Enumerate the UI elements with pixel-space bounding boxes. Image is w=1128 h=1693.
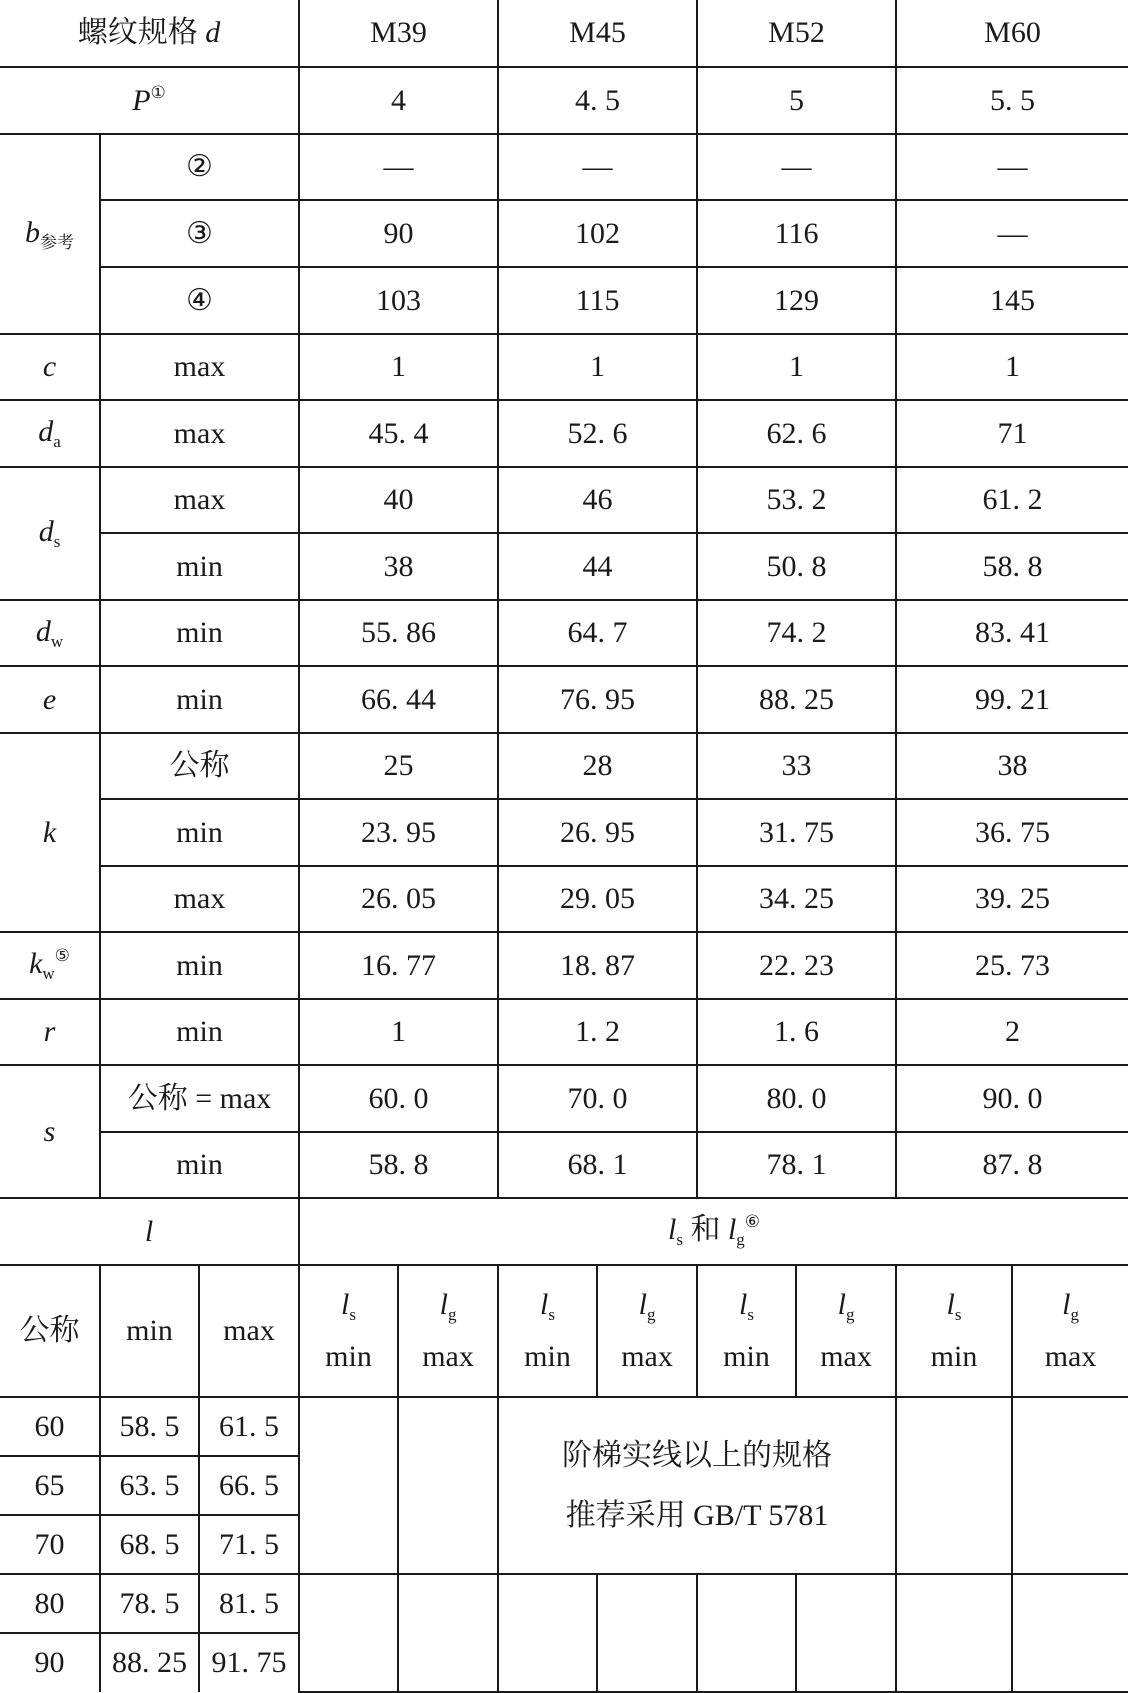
value-cell: 1. 6 (697, 999, 896, 1065)
ls-min-header: $l_s$ min (498, 1265, 597, 1397)
value-cell: 115 (498, 267, 697, 334)
nominal-cell: 80 (0, 1574, 100, 1633)
value-cell: 45. 4 (299, 400, 498, 467)
stepped-line-note: 阶梯实线以上的规格 推荐采用 GB/T 5781 (498, 1397, 896, 1574)
value-cell: 44 (498, 533, 697, 600)
qualifier-cell: 公称 (100, 733, 299, 799)
qualifier-cell: min (100, 666, 299, 733)
lg-max-header: $l_g$ max (796, 1265, 896, 1397)
value-cell: 25 (299, 733, 498, 799)
value-cell: 46 (498, 467, 697, 533)
value-cell: 4 (299, 67, 498, 134)
nominal-cell: 90 (0, 1633, 100, 1692)
size-header-m45: M45 (498, 0, 697, 67)
length-row (0, 1397, 1128, 1456)
circled-mark: ② (100, 134, 299, 200)
nominal-cell: 60 (0, 1397, 100, 1456)
value-cell: 83. 41 (896, 600, 1128, 666)
value-cell: 25. 73 (896, 932, 1128, 999)
value-cell: 87. 8 (896, 1132, 1128, 1198)
value-cell: — (896, 200, 1128, 267)
ls-lg-header: $l_s$ 和 $l_g^⑥$ (299, 1198, 1128, 1265)
value-cell: 50. 8 (697, 533, 896, 600)
lg-max-header: $l_g$ max (398, 1265, 498, 1397)
value-cell: 80. 0 (697, 1065, 896, 1132)
value-cell: 58. 8 (299, 1132, 498, 1198)
s-row (0, 1065, 1128, 1132)
qualifier-cell: min (100, 533, 299, 600)
empty-cell (1012, 1397, 1128, 1574)
value-cell: 1 (299, 334, 498, 400)
value-cell: 31. 75 (697, 799, 896, 866)
circled-mark: ④ (100, 267, 299, 334)
s-row (0, 1132, 1128, 1198)
min-cell: 78. 5 (100, 1574, 199, 1633)
value-cell: 39. 25 (896, 866, 1128, 932)
value-cell: 16. 77 (299, 932, 498, 999)
value-cell: 62. 6 (697, 400, 896, 467)
size-header-m60: M60 (896, 0, 1128, 67)
qualifier-cell: min (100, 1132, 299, 1198)
value-cell: 90 (299, 200, 498, 267)
empty-cell (398, 1397, 498, 1574)
nominal-header: 公称 (0, 1265, 100, 1397)
size-header-m52: M52 (697, 0, 896, 67)
value-cell: 58. 8 (896, 533, 1128, 600)
ls-min-header: $l_s$ min (697, 1265, 796, 1397)
ds-row (0, 467, 1128, 533)
max-cell: 71. 5 (199, 1515, 299, 1574)
value-cell: 64. 7 (498, 600, 697, 666)
max-cell: 61. 5 (199, 1397, 299, 1456)
value-cell: 5. 5 (896, 67, 1128, 134)
qualifier-cell: min (100, 600, 299, 666)
value-cell: 145 (896, 267, 1128, 334)
c-row (0, 334, 1128, 400)
max-header: max (199, 1265, 299, 1397)
length-subheader-row (0, 1265, 1128, 1397)
spec-label: 螺纹规格 (77, 16, 198, 49)
length-header-row (0, 1198, 1128, 1265)
qualifier-cell: min (100, 932, 299, 999)
min-cell: 68. 5 (100, 1515, 199, 1574)
value-cell: 26. 05 (299, 866, 498, 932)
value-cell: 1 (498, 334, 697, 400)
value-cell: 33 (697, 733, 896, 799)
empty-cell (1012, 1574, 1128, 1692)
value-cell: 61. 2 (896, 467, 1128, 533)
nominal-cell: 70 (0, 1515, 100, 1574)
empty-cell (796, 1574, 896, 1692)
value-cell: 23. 95 (299, 799, 498, 866)
lg-max-header: $l_g$ max (597, 1265, 697, 1397)
value-cell: 38 (299, 533, 498, 600)
value-cell: 1 (299, 999, 498, 1065)
dw-label: $d_w$ (0, 600, 100, 666)
lg-max-header: $l_g$ max (1012, 1265, 1128, 1397)
value-cell: 40 (299, 467, 498, 533)
value-cell: 103 (299, 267, 498, 334)
ls-min-header: $l_s$ min (299, 1265, 398, 1397)
qualifier-cell: max (100, 400, 299, 467)
b-ref-row (0, 134, 1128, 200)
value-cell: 18. 87 (498, 932, 697, 999)
footnote-mark: ⑤ (54, 946, 70, 966)
min-header: min (100, 1265, 199, 1397)
max-cell: 66. 5 (199, 1456, 299, 1515)
empty-cell (896, 1574, 1012, 1692)
pitch-row (0, 67, 1128, 134)
dw-row (0, 600, 1128, 666)
value-cell: 34. 25 (697, 866, 896, 932)
circled-mark: ③ (100, 200, 299, 267)
value-cell: — (896, 134, 1128, 200)
value-cell: 66. 44 (299, 666, 498, 733)
value-cell: 52. 6 (498, 400, 697, 467)
value-cell: 36. 75 (896, 799, 1128, 866)
length-row (0, 1574, 1128, 1633)
value-cell: 4. 5 (498, 67, 697, 134)
value-cell: 1 (896, 334, 1128, 400)
value-cell: 68. 1 (498, 1132, 697, 1198)
value-cell: 28 (498, 733, 697, 799)
ls-min-header: $l_s$ min (896, 1265, 1012, 1397)
value-cell: 1. 2 (498, 999, 697, 1065)
r-row (0, 999, 1128, 1065)
empty-cell (299, 1397, 398, 1574)
min-cell: 63. 5 (100, 1456, 199, 1515)
empty-cell (498, 1574, 597, 1692)
value-cell: 29. 05 (498, 866, 697, 932)
empty-cell (697, 1574, 796, 1692)
s-label: s (0, 1065, 100, 1198)
empty-cell (398, 1574, 498, 1692)
qualifier-cell: min (100, 799, 299, 866)
l-header: l (0, 1198, 299, 1265)
pitch-label: P① (0, 67, 299, 134)
da-label: $d_a$ (0, 400, 100, 467)
value-cell: — (299, 134, 498, 200)
footnote-mark: ⑥ (744, 1212, 761, 1232)
b-ref-row (0, 267, 1128, 334)
value-cell: 5 (697, 67, 896, 134)
max-cell: 81. 5 (199, 1574, 299, 1633)
size-header-m39: M39 (299, 0, 498, 67)
empty-cell (896, 1397, 1012, 1574)
value-cell: 71 (896, 400, 1128, 467)
k-row (0, 799, 1128, 866)
empty-cell (299, 1574, 398, 1692)
b-ref-label: $b_{参考}$ (0, 134, 100, 334)
qualifier-cell: max (100, 334, 299, 400)
footnote-mark: ① (150, 82, 166, 102)
kw-label: $k_w^⑤$ (0, 932, 100, 999)
value-cell: — (697, 134, 896, 200)
value-cell: 90. 0 (896, 1065, 1128, 1132)
max-cell: 91. 75 (199, 1633, 299, 1692)
value-cell: 78. 1 (697, 1132, 896, 1198)
spec-symbol: d (205, 16, 221, 49)
ds-label: $d_s$ (0, 467, 100, 600)
value-cell: 1 (697, 334, 896, 400)
k-label: k (0, 733, 100, 932)
value-cell: 22. 23 (697, 932, 896, 999)
spec-header-cell (0, 0, 299, 67)
r-label: r (0, 999, 100, 1065)
value-cell: 38 (896, 733, 1128, 799)
value-cell: 88. 25 (697, 666, 896, 733)
e-row (0, 666, 1128, 733)
header-row (0, 0, 1128, 67)
value-cell: 99. 21 (896, 666, 1128, 733)
ds-row (0, 533, 1128, 600)
min-cell: 58. 5 (100, 1397, 199, 1456)
k-row (0, 866, 1128, 932)
qualifier-cell: min (100, 999, 299, 1065)
value-cell: 116 (697, 200, 896, 267)
qualifier-cell: max (100, 467, 299, 533)
min-cell: 88. 25 (100, 1633, 199, 1692)
empty-cell (597, 1574, 697, 1692)
kw-row (0, 932, 1128, 999)
value-cell: 129 (697, 267, 896, 334)
value-cell: 76. 95 (498, 666, 697, 733)
qualifier-cell: max (100, 866, 299, 932)
qualifier-cell: 公称 = max (100, 1065, 299, 1132)
value-cell: 70. 0 (498, 1065, 697, 1132)
value-cell: 2 (896, 999, 1128, 1065)
value-cell: — (498, 134, 697, 200)
value-cell: 74. 2 (697, 600, 896, 666)
nominal-cell: 65 (0, 1456, 100, 1515)
k-row (0, 733, 1128, 799)
value-cell: 102 (498, 200, 697, 267)
value-cell: 53. 2 (697, 467, 896, 533)
c-label: c (0, 334, 100, 400)
value-cell: 26. 95 (498, 799, 697, 866)
e-label: e (0, 666, 100, 733)
da-row (0, 400, 1128, 467)
b-ref-row (0, 200, 1128, 267)
value-cell: 55. 86 (299, 600, 498, 666)
value-cell: 60. 0 (299, 1065, 498, 1132)
